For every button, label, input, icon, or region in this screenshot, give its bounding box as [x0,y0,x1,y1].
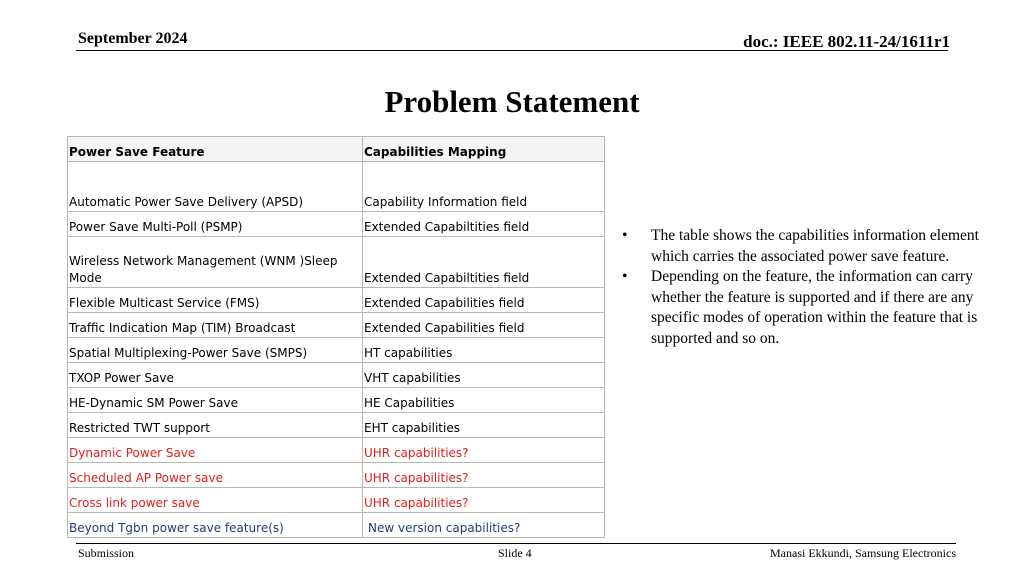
mapping-cell: UHR capabilities? [363,488,605,513]
feature-cell: Cross link power save [68,488,363,513]
table-row [68,463,605,488]
footer-author: Manasi Ekkundi, Samsung Electronics [770,546,956,560]
mapping-cell: EHT capabilities [363,413,605,438]
bullet-item [622,226,1002,267]
bullet-item [622,267,1002,349]
mapping-cell: HE Capabilities [363,388,605,413]
feature-cell: Traffic Indication Map (TIM) Broadcast [68,313,363,338]
bullet-marker: • [622,227,628,244]
mapping-cell: Extended Capabilities field [363,288,605,313]
footer-divider [76,543,956,544]
table-row [68,488,605,513]
table-row [68,363,605,388]
feature-cell: Power Save Multi-Poll (PSMP) [68,212,363,237]
table-row [68,288,605,313]
feature-cell: Restricted TWT support [68,413,363,438]
bullet-marker: • [622,268,628,285]
mapping-cell: UHR capabilities? [363,438,605,463]
feature-cell: Flexible Multicast Service (FMS) [68,288,363,313]
table-row [68,513,605,538]
feature-cell: Dynamic Power Save [68,438,363,463]
slide-title: Problem Statement [384,84,640,119]
table-row [68,338,605,363]
table-row [68,388,605,413]
table-row [68,438,605,463]
table-header-row [68,137,605,162]
table-row [68,313,605,338]
footer-slide-number: Slide 4 [498,546,532,560]
feature-cell: HE-Dynamic SM Power Save [68,388,363,413]
table-row [68,413,605,438]
table-row [68,162,605,212]
table-row [68,237,605,288]
mapping-cell: New version capabilities? [363,513,605,538]
bullet-text: Depending on the feature, the information can carry whether the feature is supported and if there are any specific modes of operation within the feature that is supported and so on. [651,268,978,347]
feature-cell: Beyond Tgbn power save feature(s) [68,513,363,538]
mapping-cell: Extended Capabilities field [363,313,605,338]
feature-cell: TXOP Power Save [68,363,363,388]
feature-cell: Spatial Multiplexing-Power Save (SMPS) [68,338,363,363]
mapping-cell: VHT capabilities [363,363,605,388]
header-date: September 2024 [78,30,188,47]
mapping-cell: Capability Information field [363,162,605,212]
mapping-cell: UHR capabilities? [363,463,605,488]
capabilities-table [67,136,605,538]
column-header-feature: Power Save Feature [68,137,363,162]
footer-submission: Submission [78,546,135,560]
mapping-cell: Extended Capabiltities field [363,237,605,288]
feature-cell: Scheduled AP Power save [68,463,363,488]
bullet-list [622,226,1002,349]
mapping-cell: HT capabilities [363,338,605,363]
table-row [68,212,605,237]
mapping-cell: Extended Capabiltities field [363,212,605,237]
header-divider [76,50,948,51]
header-doc-id: doc.: IEEE 802.11-24/1611r1 [743,32,950,51]
feature-cell: Wireless Network Management (WNM )Sleep Mode [68,237,363,288]
column-header-mapping: Capabilities Mapping [363,137,605,162]
bullet-text: The table shows the capabilities information element which carries the associated power save feature. [651,227,979,265]
feature-cell: Automatic Power Save Delivery (APSD) [68,162,363,212]
